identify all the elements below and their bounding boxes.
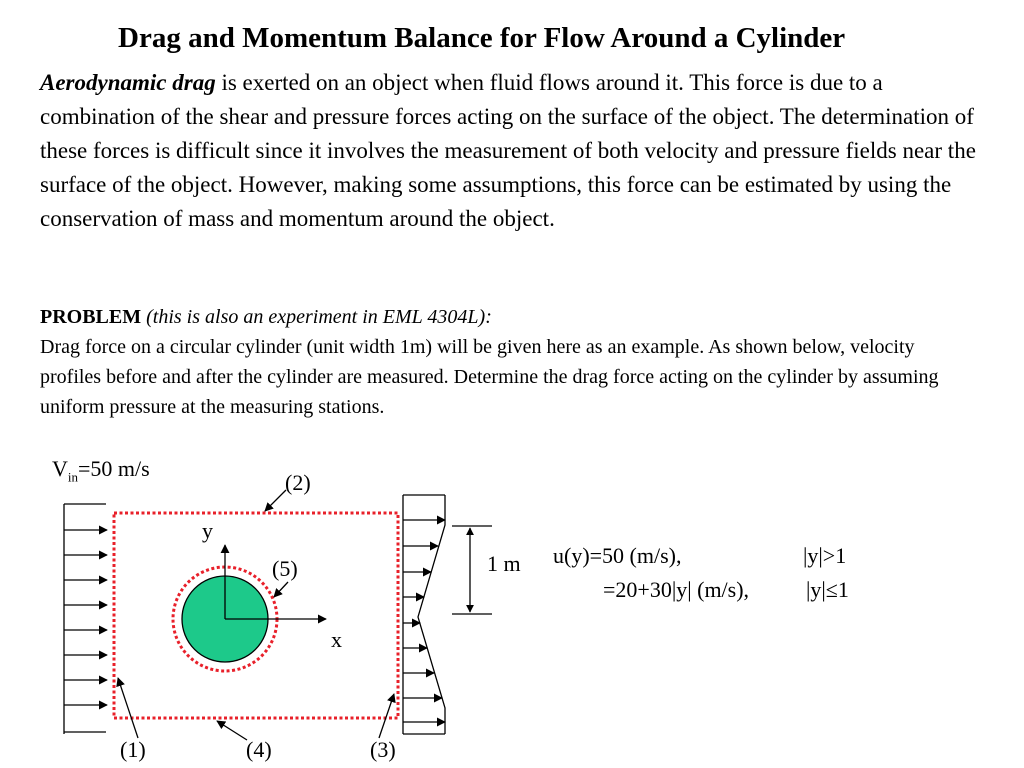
label-station-5: (5) — [272, 556, 298, 581]
label-station-3: (3) — [370, 737, 396, 762]
page-title: Drag and Momentum Balance for Flow Around a Cylinder — [118, 22, 846, 54]
equation-line-1-condition: |y|>1 — [803, 543, 847, 568]
equation-line-2-condition: |y|≤1 — [806, 577, 849, 602]
problem-text: Drag force on a circular cylinder (unit width 1m) will be given here as an example. As shown below, velocity profiles before and after the cylinder are measured. Determine the drag force acting on the cylinder by assuming uniform pressure at the measuring stations. — [40, 336, 939, 418]
leader-arrow-4 — [217, 721, 247, 740]
vin-symbol: V — [52, 456, 68, 481]
axis-y-label: y — [202, 518, 213, 543]
axis-x-label: x — [331, 627, 342, 652]
problem-heading: PROBLEM — [40, 306, 142, 328]
outlet-velocity-profile — [403, 495, 445, 734]
dimension-label: 1 m — [487, 551, 521, 576]
leader-arrow-5 — [274, 582, 288, 597]
intro-lead-term: Aerodynamic drag — [40, 70, 216, 95]
vin-value: =50 m/s — [78, 456, 150, 481]
equation-line-1-expr: u(y)=50 (m/s), — [553, 543, 682, 568]
equation-line-2-expr: =20+30|y| (m/s), — [603, 577, 750, 602]
label-station-1: (1) — [120, 737, 146, 762]
intro-body: is exerted on an object when fluid flows around it. This force is due to a combination of the shear and pressure forces acting on the surface of the object. The determination of these forces is difficult since it involves the measurement of both velocity and pressure fields near the surface of the object. However, making some assumptions, this force can be estimated by using the conservation of mass and momentum around the object. — [40, 70, 976, 231]
dimension-marker — [452, 526, 492, 614]
label-station-2: (2) — [285, 470, 311, 495]
leader-arrow-2 — [265, 490, 286, 511]
label-station-4: (4) — [246, 737, 272, 762]
leader-arrow-1 — [118, 678, 138, 738]
inlet-velocity-profile — [64, 504, 107, 734]
leader-arrow-3 — [379, 694, 394, 738]
vin-subscript: in — [67, 469, 79, 485]
problem-note: (this is also an experiment in EML 4304L): — [141, 306, 492, 328]
